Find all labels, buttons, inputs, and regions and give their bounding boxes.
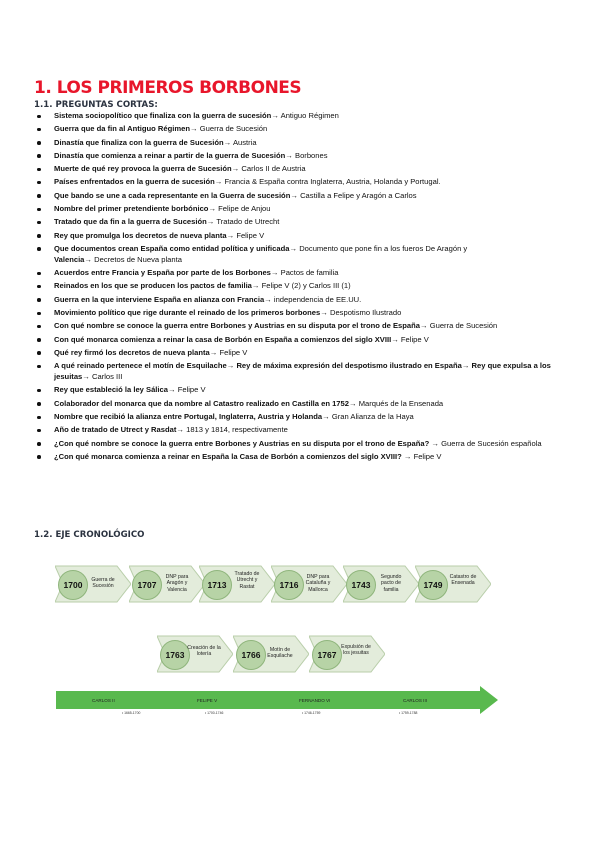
question: Guerra en la que interviene España en alianza con Francia xyxy=(54,294,265,304)
event-year: 1763 xyxy=(160,640,190,670)
timeline-event xyxy=(199,564,275,604)
question: Países enfrentados en la guerra de sucesión xyxy=(54,177,215,187)
subsection-title-questions: 1.1. PREGUNTAS CORTAS: xyxy=(34,100,158,110)
list-item: Movimiento político que rige durante el reinado de los primeros borbones→ Despotismo Ilustrado xyxy=(34,308,554,319)
answer: Francia & España contra Inglaterra, Austria, Holanda y Portugal. xyxy=(224,177,441,187)
event-year: 1707 xyxy=(132,570,162,600)
list-item: Año de tratado de Utrect y Rasdat→ 1813 y 1814, respectivamente xyxy=(34,425,554,436)
list-item: Dinastía que finaliza con la guerra de Sucesión→ Austria xyxy=(34,138,554,149)
timeline-event xyxy=(309,634,385,674)
subsection-title-timeline: 1.2. EJE CRONOLÓGICO xyxy=(34,530,145,540)
answer: Felipe V xyxy=(400,334,429,344)
question-list xyxy=(34,111,554,465)
question: Con qué monarca comienza a reinar la casa de Borbón en España a comienzos del siglo XVIII xyxy=(54,334,392,344)
answer: Austria xyxy=(232,137,257,147)
question: Nombre del primer pretendiente borbónico xyxy=(54,204,209,214)
question: Guerra que da fin al Antiguo Régimen xyxy=(54,124,190,134)
question: Año de tratado de Utrect y Rasdat xyxy=(54,425,177,435)
list-item: Muerte de qué rey provoca la guerra de Sucesión→ Carlos II de Austria xyxy=(34,164,554,175)
event-label: Tratado de Utrecht y Rastat xyxy=(234,571,260,590)
event-label: Motín de Esquilache xyxy=(267,647,293,660)
event-label: Guerra de Sucesión xyxy=(91,577,115,590)
list-item: Dinastía que comienza a reinar a partir de la guerra de Sucesión→ Borbones xyxy=(34,151,554,162)
event-year: 1743 xyxy=(346,570,376,600)
reign-dates: • 1665-1700 xyxy=(122,711,141,715)
event-label: Creación de la lotería xyxy=(187,645,221,658)
list-item: Nombre del primer pretendiente borbónico→ Felipe de Anjou xyxy=(34,204,554,215)
question: Dinastía que comienza a reinar a partir de la guerra de Sucesión xyxy=(54,150,286,160)
list-item: Qué rey firmó los decretos de nueva planta→ Felipe V xyxy=(34,348,554,359)
reign-label: FELIPE V xyxy=(197,698,218,703)
question: Con qué nombre se conoce la guerra entre Borbones y Austrias en su disputa por el trono de España xyxy=(54,321,420,331)
question: Sistema sociopolítico que finaliza con la guerra de sucesión xyxy=(54,111,272,120)
question: Rey que promulga los decretos de nueva planta xyxy=(54,230,227,240)
question: Muerte de qué rey provoca la guerra de Sucesión xyxy=(54,164,232,174)
answer: Despotismo Ilustrado xyxy=(329,308,402,318)
timeline-event xyxy=(343,564,419,604)
answer: Pactos de familia xyxy=(280,268,339,278)
answer: Felipe V (2) y Carlos III (1) xyxy=(261,281,351,291)
reign-dates: • 1746-1759 xyxy=(302,711,321,715)
answer: Felipe V xyxy=(413,451,442,461)
list-item: Reinados en los que se producen los pactos de familia→ Felipe V (2) y Carlos III (1) xyxy=(34,281,554,292)
list-item: Con qué monarca comienza a reinar la casa de Borbón en España a comienzos del siglo XVIII→ Felipe V xyxy=(34,335,554,346)
answer: Felipe V xyxy=(219,347,248,357)
list-item: Rey que promulga los decretos de nueva planta→ Felipe V xyxy=(34,231,554,242)
list-item: Con qué nombre se conoce la guerra entre Borbones y Austrias en su disputa por el trono de España→ Guerra de Sucesión xyxy=(34,321,554,332)
question: ¿Con qué monarca comienza a reinar en España la Casa de Borbón a comienzos del siglo XVIII? xyxy=(54,451,402,461)
event-label: Catastro de Ensenada xyxy=(449,574,477,587)
answer: Guerra de Sucesión xyxy=(429,321,498,331)
answer: Guerra de Sucesión xyxy=(199,124,268,134)
question: Rey que estableció la ley Sálica xyxy=(54,385,168,395)
answer: Tratado de Utrecht xyxy=(216,217,280,227)
timeline-event xyxy=(157,634,233,674)
event-year: 1716 xyxy=(274,570,304,600)
list-item: Países enfrentados en la guerra de sucesión→ Francia & España contra Inglaterra, Austria, Holanda y Portugal. xyxy=(34,177,554,188)
question: Colaborador del monarca que da nombre al Catastro realizado en Castilla en 1752 xyxy=(54,398,349,408)
question: Dinastía que finaliza con la guerra de Sucesión xyxy=(54,137,224,147)
answer: Felipe V xyxy=(177,385,206,395)
question: Rey que expulsa a los jesuitas xyxy=(54,361,551,382)
question: Movimiento político que rige durante el reinado de los primeros borbones xyxy=(54,308,321,318)
answer: Decretos de Nueva planta xyxy=(94,254,182,264)
list-item: Guerra en la que interviene España en alianza con Francia→ independencia de EE.UU. xyxy=(34,295,554,306)
event-year: 1700 xyxy=(58,570,88,600)
reign-label: CARLOS III xyxy=(403,698,427,703)
list-item: Sistema sociopolítico que finaliza con la guerra de sucesión→ Antiguo Régimen xyxy=(34,111,554,122)
answer: Borbones xyxy=(295,150,328,160)
answer: Marqués de la Ensenada xyxy=(358,398,444,408)
answer: independencia de EE.UU. xyxy=(273,294,362,304)
list-item: ¿Con qué nombre se conoce la guerra entre Borbones y Austrias en su disputa por el trono de España? → Guerra de Sucesión española xyxy=(34,439,554,450)
event-label: DNP para Aragón y Valencia xyxy=(165,574,189,593)
question: Qué rey firmó los decretos de nueva planta xyxy=(54,347,210,357)
timeline-event xyxy=(55,564,131,604)
reign-dates: • 1759-1788 xyxy=(399,711,418,715)
question: A qué reinado pertenece el motín de Esquilache xyxy=(54,361,227,371)
answer: Felipe V xyxy=(236,230,265,240)
event-year: 1767 xyxy=(312,640,342,670)
event-label: Expulsión de los jesuitas xyxy=(341,644,371,657)
answer: Castilla a Felipe y Aragón a Carlos xyxy=(300,190,417,200)
question: Reinados en los que se producen los pactos de familia xyxy=(54,281,252,291)
list-item: Que documentos crean España como entidad política y unificada→ Documento que pone fin a los fueros De Aragón y Valencia→ Decretos de Nueva planta xyxy=(34,244,554,266)
answer: Carlos III xyxy=(92,372,123,382)
answer: Carlos II de Austria xyxy=(241,164,306,174)
timeline-event xyxy=(233,634,309,674)
event-label: DNP para Cataluña y Mallorca xyxy=(305,574,331,593)
question: Que bando se une a cada representante en la Guerra de sucesión xyxy=(54,190,291,200)
answer: Antiguo Régimen xyxy=(280,111,339,120)
timeline-event xyxy=(271,564,347,604)
question: ¿Con qué nombre se conoce la guerra entre Borbones y Austrias en su disputa por el trono de España? xyxy=(54,438,430,448)
reign-bar xyxy=(56,686,498,721)
list-item: Acuerdos entre Francia y España por parte de los Borbones→ Pactos de familia xyxy=(34,268,554,279)
question: Valencia xyxy=(54,254,85,264)
timeline-event xyxy=(129,564,205,604)
list-item: ¿Con qué monarca comienza a reinar en España la Casa de Borbón a comienzos del siglo XVIII? → Felipe V xyxy=(34,452,554,463)
answer: Documento que pone fin a los fueros De Aragón y xyxy=(299,243,468,253)
list-item: Tratado que da fin a la guerra de Sucesión→ Tratado de Utrecht xyxy=(34,217,554,228)
question: Tratado que da fin a la guerra de Sucesión xyxy=(54,217,207,227)
list-item: Que bando se une a cada representante en la Guerra de sucesión→ Castilla a Felipe y Aragón a Carlos xyxy=(34,191,554,202)
answer: Felipe de Anjou xyxy=(218,204,271,214)
list-item: Nombre que recibió la alianza entre Portugal, Inglaterra, Austria y Holanda→ Gran Alianza de la Haya xyxy=(34,412,554,423)
timeline-event xyxy=(415,564,491,604)
question: Que documentos crean España como entidad política y unificada xyxy=(54,243,290,253)
list-item: A qué reinado pertenece el motín de Esquilache→ Rey de máxima expresión del despotismo ilustrado en España→ Rey que expulsa a los jesuitas→ Carlos III xyxy=(34,361,554,383)
event-year: 1766 xyxy=(236,640,266,670)
question: Acuerdos entre Francia y España por parte de los Borbones xyxy=(54,268,271,278)
list-item: Colaborador del monarca que da nombre al Catastro realizado en Castilla en 1752→ Marqués de la Ensenada xyxy=(34,399,554,410)
reign-label: CARLOS II xyxy=(92,698,115,703)
event-year: 1749 xyxy=(418,570,448,600)
event-year: 1713 xyxy=(202,570,232,600)
reign-label: FERNANDO VI xyxy=(299,698,331,703)
answer: 1813 y 1814, respectivamente xyxy=(186,425,288,435)
question: Nombre que recibió la alianza entre Portugal, Inglaterra, Austria y Holanda xyxy=(54,412,323,422)
reign-dates: • 1700-1746 xyxy=(205,711,224,715)
list-item: Guerra que da fin al Antiguo Régimen→ Guerra de Sucesión xyxy=(34,124,554,135)
list-item: Rey que estableció la ley Sálica→ Felipe V xyxy=(34,385,554,396)
question: Rey de máxima expresión del despotismo ilustrado en España xyxy=(236,361,462,371)
section-title: 1. LOS PRIMEROS BORBONES xyxy=(34,78,302,98)
event-label: Segundo pacto de familia xyxy=(380,574,402,593)
answer: Guerra de Sucesión española xyxy=(441,438,542,448)
answer: Gran Alianza de la Haya xyxy=(331,412,414,422)
